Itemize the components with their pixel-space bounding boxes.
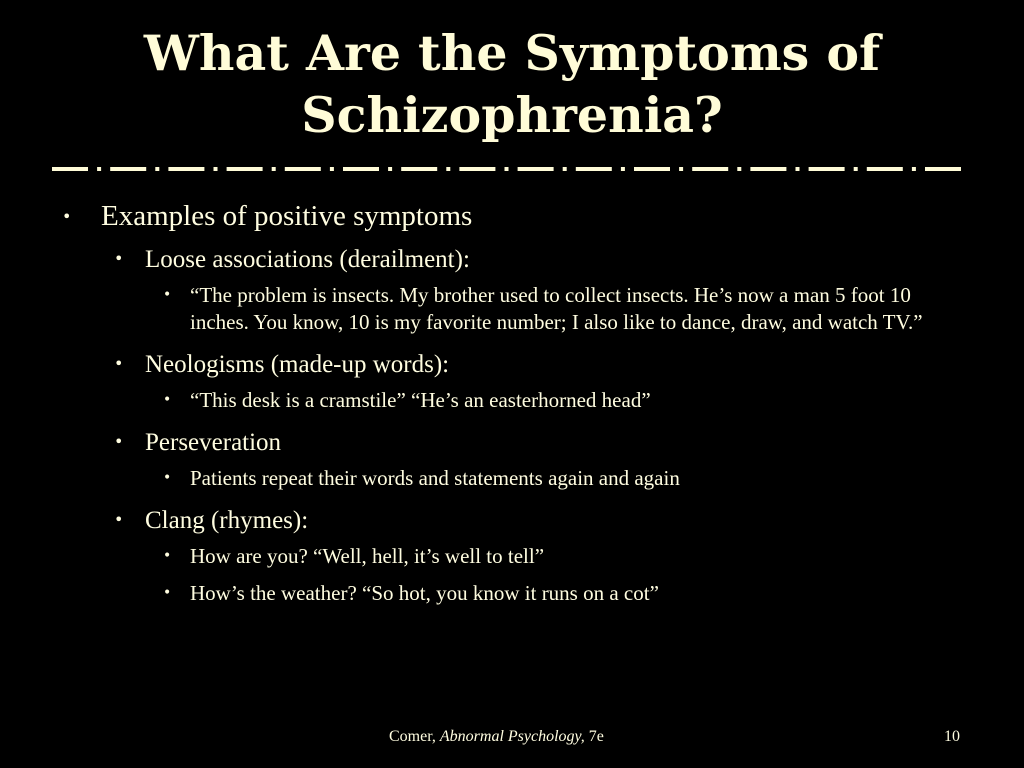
divider-dash xyxy=(692,167,728,171)
divider-dot xyxy=(796,167,800,171)
bullet-dot-icon: • xyxy=(163,548,172,564)
divider-dash xyxy=(750,167,786,171)
group-label: Neologisms (made-up words): xyxy=(145,351,450,378)
divider-dot xyxy=(505,167,509,171)
group-label: Loose associations (derailment): xyxy=(145,246,470,273)
group-item: Patients repeat their words and statements again and again xyxy=(190,466,680,490)
divider-dot xyxy=(272,167,276,171)
divider-dash xyxy=(401,167,437,171)
divider-dot xyxy=(446,167,450,171)
title-line-2: Schizophrenia? xyxy=(301,86,723,144)
divider-dash xyxy=(110,167,146,171)
divider-dash xyxy=(518,167,554,171)
divider-dash xyxy=(52,167,88,171)
bullet-dot-icon: • xyxy=(114,432,124,451)
bullet-dot-icon: • xyxy=(114,249,124,268)
bullet-level-3 xyxy=(0,387,1024,414)
bullet-level-3 xyxy=(0,282,1024,336)
bullet-dot-icon: • xyxy=(62,207,72,226)
divider-dash xyxy=(285,167,321,171)
divider-dash xyxy=(809,167,845,171)
divider-dot xyxy=(214,167,218,171)
bullet-dot-icon: • xyxy=(114,510,124,529)
citation xyxy=(389,728,604,746)
bullet-dot-icon: • xyxy=(114,354,124,373)
divider-dot xyxy=(679,167,683,171)
divider-dash xyxy=(459,167,495,171)
group-label: Clang (rhymes): xyxy=(145,507,309,534)
bullet-level-2 xyxy=(0,348,1024,381)
divider-dash xyxy=(168,167,204,171)
divider-dot xyxy=(854,167,858,171)
bullet-level-2 xyxy=(0,243,1024,276)
citation-author: Comer, xyxy=(389,728,436,745)
title-line-1: What Are the Symptoms of xyxy=(143,24,881,82)
bullet-level-1 xyxy=(0,196,1024,235)
citation-edition: 7e xyxy=(588,728,604,745)
citation-book: Abnormal Psychology, xyxy=(439,728,585,745)
divider-dot xyxy=(330,167,334,171)
divider-dot xyxy=(155,167,159,171)
heading-text: Examples of positive symptoms xyxy=(101,200,473,232)
divider-dot xyxy=(737,167,741,171)
page-number: 10 xyxy=(944,728,960,745)
divider-dot xyxy=(97,167,101,171)
divider-dash xyxy=(576,167,612,171)
divider-dot xyxy=(912,167,916,171)
divider-dot xyxy=(388,167,392,171)
group-item: “The problem is insects. My brother used to collect insects. He’s now a man 5 foot 10 inches. You know, 10 is my favorite number; I also like to dance, draw, and watch TV.” xyxy=(190,283,923,334)
dash-dot-line xyxy=(52,164,974,174)
divider-dash xyxy=(634,167,670,171)
group-item: How are you? “Well, hell, it’s well to tell” xyxy=(190,544,545,568)
bullet-level-3 xyxy=(0,543,1024,570)
divider-dash xyxy=(867,167,903,171)
bullet-dot-icon: • xyxy=(163,287,172,303)
bullet-dot-icon: • xyxy=(163,392,172,408)
divider-dot xyxy=(621,167,625,171)
divider-dash xyxy=(343,167,379,171)
slide-title xyxy=(0,22,1024,146)
divider-dot xyxy=(563,167,567,171)
bullet-dot-icon: • xyxy=(163,470,172,486)
bullet-dot-icon: • xyxy=(163,585,172,601)
group-label: Perseveration xyxy=(145,429,282,456)
title-divider xyxy=(52,164,974,174)
group-item: “This desk is a cramstile” “He’s an easterhorned head” xyxy=(190,388,651,412)
slide-content xyxy=(0,196,1024,619)
bullet-level-2 xyxy=(0,426,1024,459)
divider-dash xyxy=(925,167,961,171)
bullet-level-3 xyxy=(0,580,1024,607)
bullet-level-2 xyxy=(0,504,1024,537)
bullet-level-3 xyxy=(0,465,1024,492)
group-item: How’s the weather? “So hot, you know it runs on a cot” xyxy=(190,581,659,605)
divider-dash xyxy=(227,167,263,171)
